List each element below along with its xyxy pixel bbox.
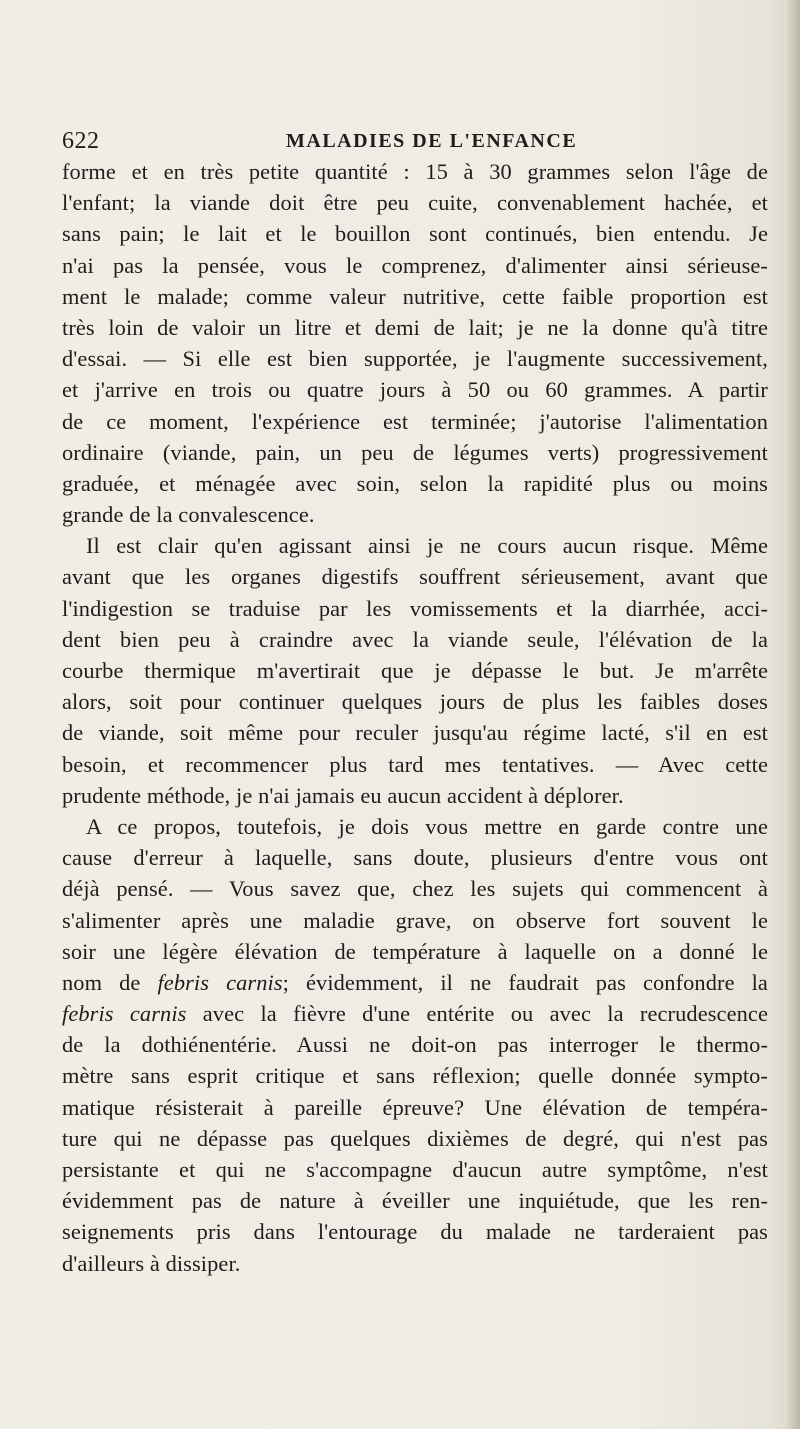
text-line: grande de la convalescence. [62,502,315,528]
text-line: avant que les organes digestifs souffrent sérieusement, avant que [62,564,768,590]
text-line: besoin, et recommencer plus tard mes tentatives. — Avec cette [62,751,768,777]
text-line: Il est clair qu'en agissant ainsi je ne cours aucun risque. Même [86,533,768,559]
text-line: ordinaire (viande, pain, un peu de légumes verts) progressivement [62,439,768,465]
text-line: n'ai pas la pensée, vous le comprenez, d'alimenter ainsi sérieuse- [62,252,768,278]
text-line: sans pain; le lait et le bouillon sont continués, bien entendu. Je [62,221,768,247]
text-line: courbe thermique m'avertirait que je dépasse le but. Je m'arrête [62,658,768,683]
page-number: 622 [62,128,100,154]
text-line: d'essai. — Si elle est bien supportée, je l'augmente successivement, [62,346,768,372]
text-line: alors, soit pour continuer quelques jours de plus les faibles doses [62,689,768,715]
text-line: de la dothiénentérie. Aussi ne doit-on pas interroger le thermo- [62,1032,768,1058]
text-line: très loin de valoir un litre et demi de lait; je ne la donne qu'à titre [62,314,768,340]
text-line: déjà pensé. — Vous savez que, chez les sujets qui commencent à [62,876,768,902]
text-line: persistante et qui ne s'accompagne d'aucun autre symptôme, n'est [62,1157,768,1182]
text-line: l'indigestion se traduise par les vomissements et la diarrhée, acci- [62,595,768,621]
text-line: soir une légère élévation de température à laquelle on a donné le [62,938,768,964]
italic-term: febris carnis [62,1001,187,1027]
text-line: d'ailleurs à dissiper. [62,1250,241,1276]
text-line: et j'arrive en trois ou quatre jours à 50 ou 60 grammes. A partir [62,377,768,403]
text-line: A ce propos, toutefois, je dois vous mettre en garde contre une [86,813,768,839]
running-title: MALADIES DE L'ENFANCE [286,130,578,152]
text-fragment: ; évidemment, il ne faudrait pas confondre la [282,969,768,995]
text-line: ture qui ne dépasse pas quelques dixièmes de degré, qui n'est pas [62,1125,768,1151]
page-edge-shadow [786,0,800,1429]
text-line: évidemment pas de nature à éveiller une inquiétude, que les ren- [62,1188,768,1214]
text-line: s'alimenter après une maladie grave, on observe fort souvent le [62,907,768,933]
text-line: forme et en très petite quantité : 15 à 30 grammes selon l'âge de [62,159,768,184]
text-line: ment le malade; comme valeur nutritive, cette faible proportion est [62,283,768,309]
text-line: mètre sans esprit critique et sans réflexion; quelle donnée sympto- [62,1063,768,1089]
italic-term: febris carnis [157,969,283,995]
text-line: prudente méthode, je n'ai jamais eu aucun accident à déplorer. [62,782,624,808]
body-text [62,156,768,1279]
text-line-with-italic [62,967,768,998]
text-line: l'enfant; la viande doit être peu cuite, convenablement hachée, et [62,190,768,216]
text-fragment: nom de [62,969,141,995]
text-line-with-italic [62,998,768,1029]
text-line: de ce moment, l'expérience est terminée; j'autorise l'alimentation [62,408,768,434]
text-line: cause d'erreur à laquelle, sans doute, plusieurs d'entre vous ont [62,845,768,871]
text-line: de viande, soit même pour reculer jusqu'au régime lacté, s'il en est [62,720,768,746]
text-line: dent bien peu à craindre avec la viande seule, l'élévation de la [62,626,768,652]
text-line: graduée, et ménagée avec soin, selon la rapidité plus ou moins [62,470,768,496]
text-fragment: avec la fièvre d'une entérite ou avec la recrudescence [202,1001,768,1027]
text-line: matique résisterait à pareille épreuve? Une élévation de tempéra- [62,1094,768,1120]
page-header [62,128,762,158]
text-line: seignements pris dans l'entourage du malade ne tarderaient pas [62,1219,768,1245]
